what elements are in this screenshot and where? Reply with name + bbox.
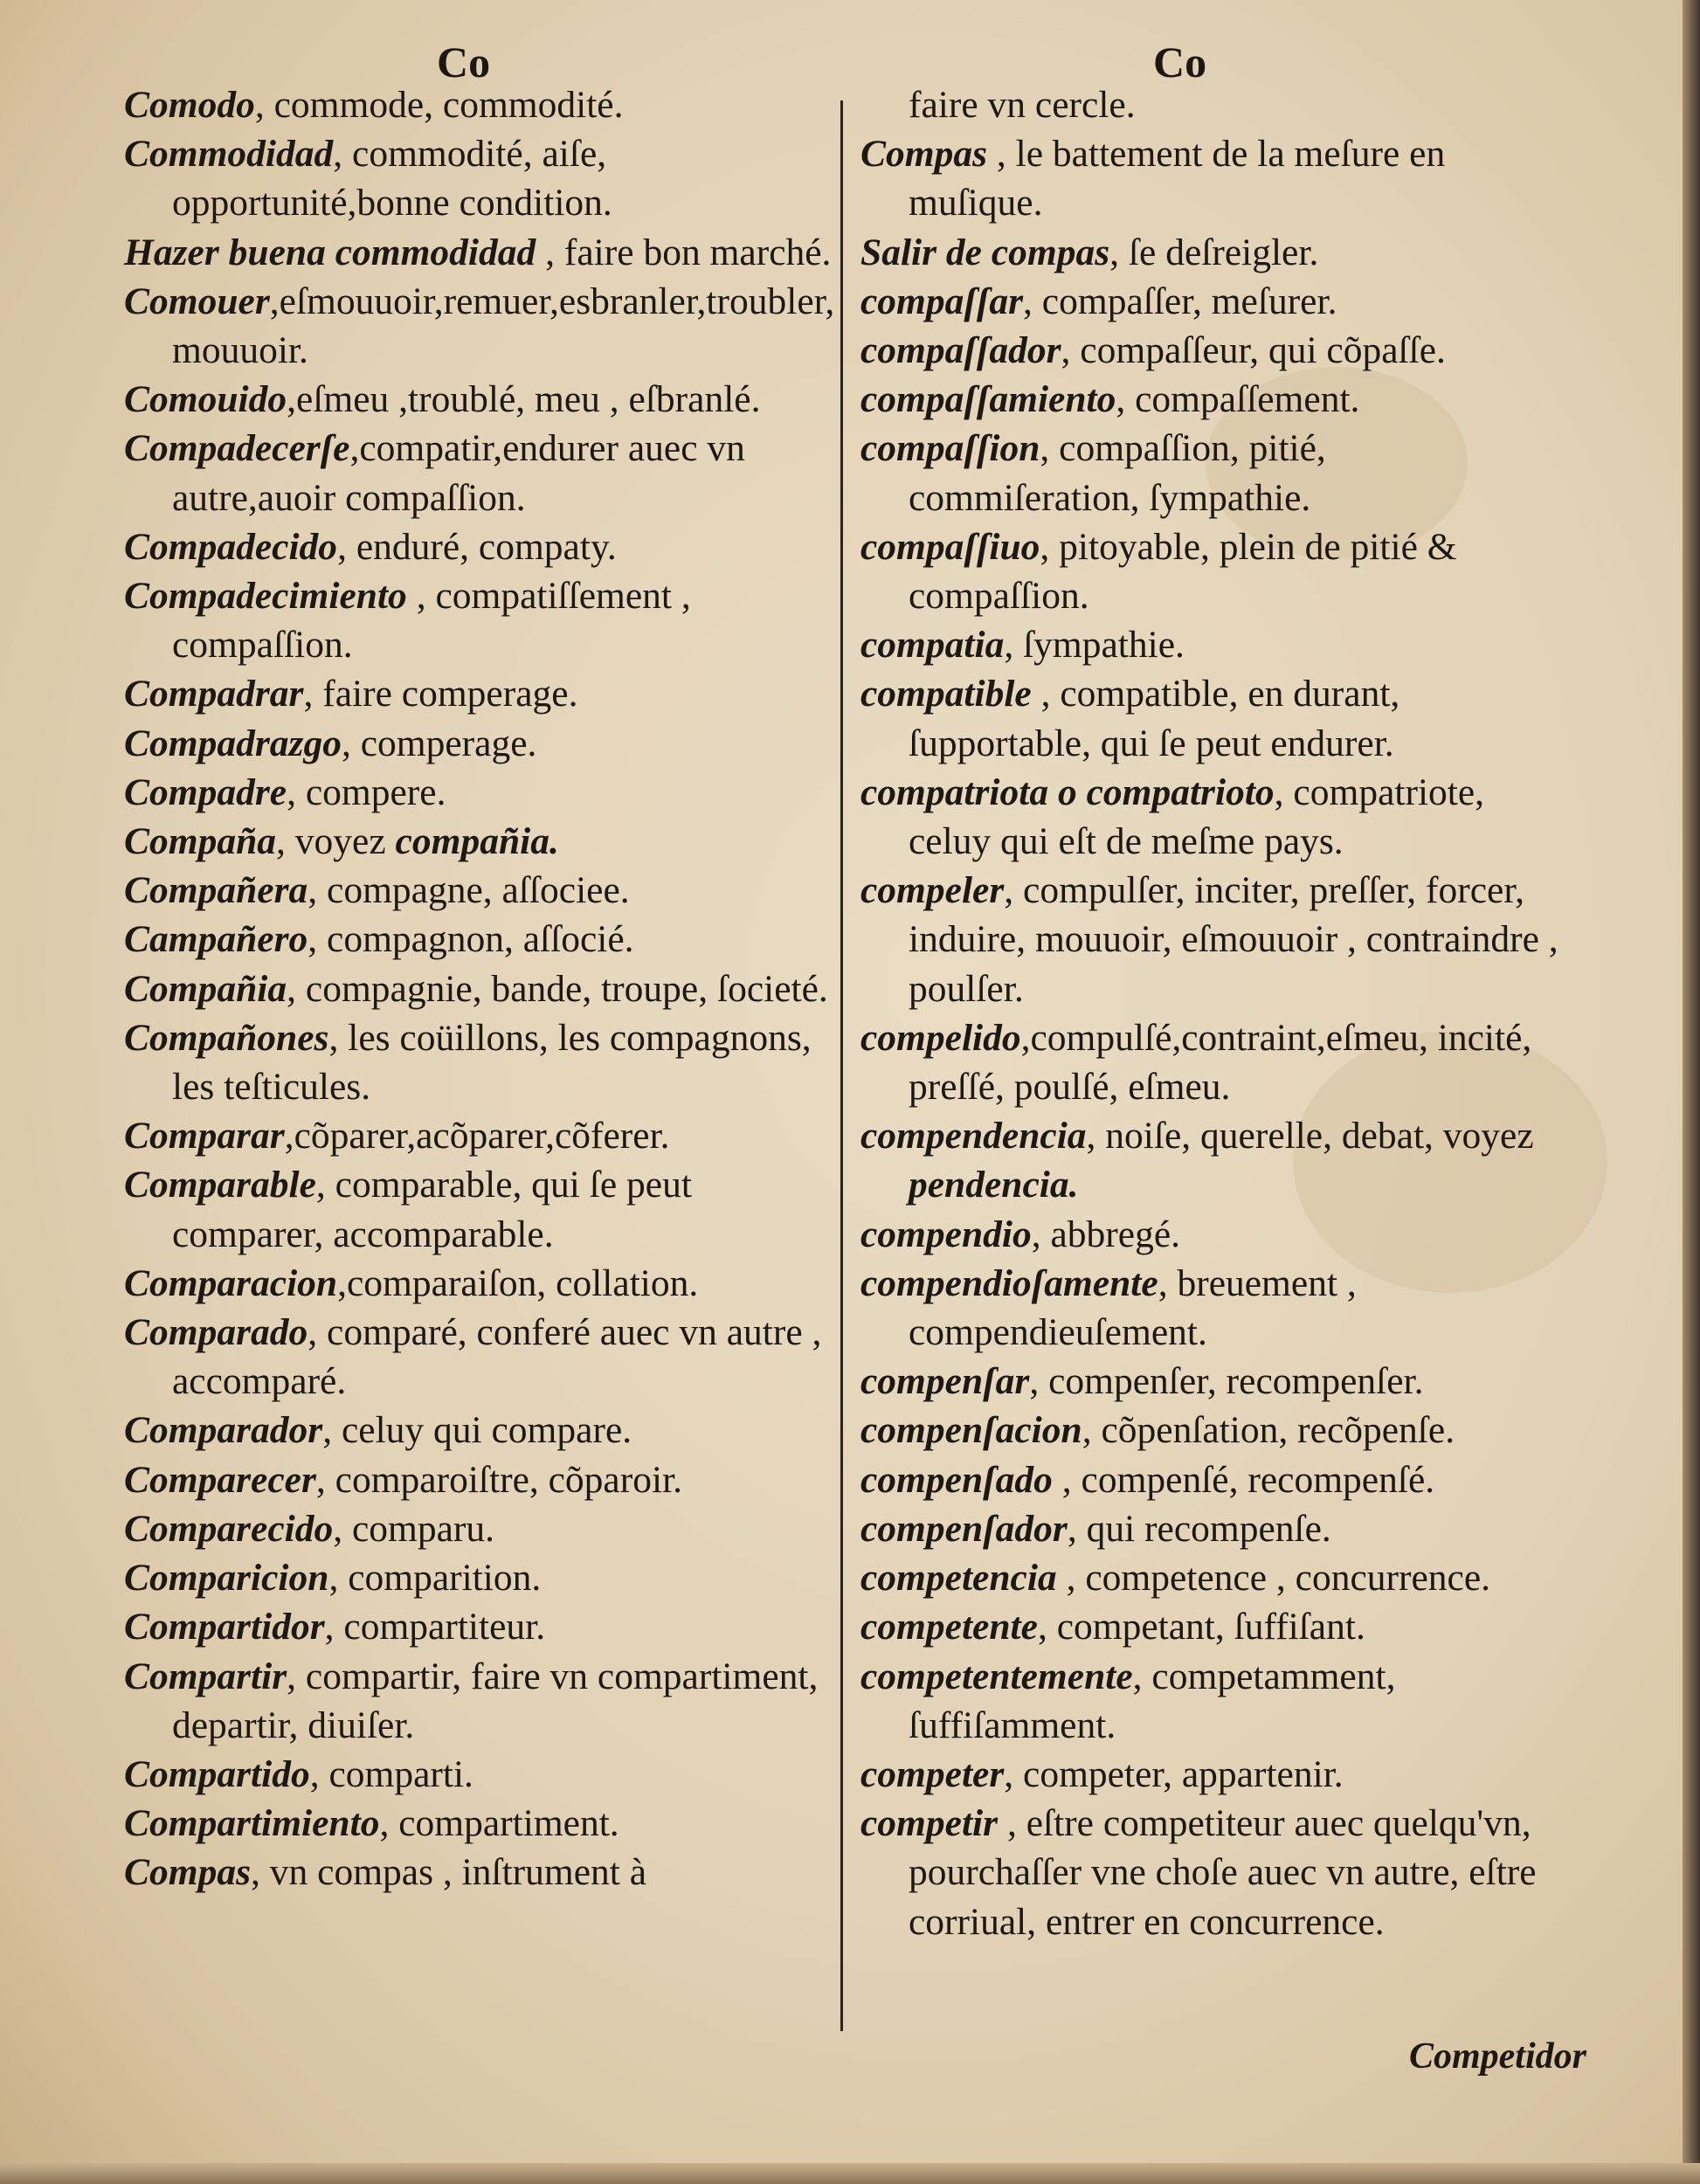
headword: Comouer <box>124 280 270 322</box>
headword: Compas <box>124 1851 252 1894</box>
definition: , faire comperage. <box>303 673 578 715</box>
headword: competentemente <box>860 1655 1133 1697</box>
definition: , cõpenſation, recõpenſe. <box>1082 1409 1455 1452</box>
dictionary-entry <box>860 80 1559 129</box>
definition: , compagne, aſſociee. <box>308 869 630 912</box>
dictionary-entry <box>860 1602 1559 1651</box>
definition: , comparu. <box>333 1507 495 1550</box>
headword: Compaña <box>124 820 277 863</box>
definition: , comparable, qui ſe peut comparer, accomparable. <box>172 1164 701 1255</box>
dictionary-entry <box>860 277 1559 326</box>
definition: faire vn cercle. <box>909 84 1136 126</box>
headword: compaſſamiento <box>860 378 1116 421</box>
headword: compenſador <box>860 1507 1068 1550</box>
dictionary-entry <box>124 669 840 718</box>
headword: Compañera <box>124 869 308 912</box>
running-header-left: Co <box>437 38 491 86</box>
dictionary-entry <box>860 1406 1559 1455</box>
definition: ,compatir,endurer auec vn autre,auoir compaſſion. <box>172 427 755 519</box>
headword: Comparecido <box>124 1507 334 1550</box>
definition: , comparition. <box>328 1557 542 1600</box>
dictionary-entry <box>124 522 840 571</box>
dictionary-entry <box>860 424 1559 522</box>
definition: , compaſſeur, qui cõpaſſe. <box>1061 329 1446 372</box>
headword: Campañero <box>124 918 308 961</box>
headword: Commodidad <box>124 133 334 176</box>
definition: , voyez <box>276 820 396 863</box>
headword: compaſſiuo <box>860 525 1040 568</box>
dictionary-entry <box>124 1750 840 1799</box>
dictionary-entry <box>860 1210 1559 1259</box>
headword: competer <box>860 1752 1005 1795</box>
definition: ,cõparer,acõparer,cõferer. <box>284 1115 670 1158</box>
headword: Comparable <box>124 1164 316 1206</box>
dictionary-entry <box>124 571 840 669</box>
definition: , compartir, faire vn compartiment, departir, diuiſer. <box>172 1655 828 1746</box>
headword: Comparecer <box>124 1458 316 1501</box>
headword: Comparador <box>124 1409 323 1452</box>
definition: , compaſſer, meſurer. <box>1023 280 1337 322</box>
definition: , ſe deſreigler. <box>1109 231 1319 273</box>
headword: compeler <box>860 869 1005 912</box>
definition: , ſympathie. <box>1004 624 1185 667</box>
dictionary-entry <box>124 964 840 1013</box>
definition: , comparoiſtre, cõparoir. <box>315 1458 683 1501</box>
definition: , breuement , compendieuſement. <box>909 1261 1366 1354</box>
definition: , pitoyable, plein de pitié & compaſſion. <box>909 525 1467 618</box>
headword: competente <box>860 1606 1038 1648</box>
definition: , vn compas , inſtrument à <box>251 1851 647 1894</box>
definition: , abbregé. <box>1031 1213 1181 1255</box>
headword: Compañia <box>124 967 287 1010</box>
headword: Compartir <box>124 1655 287 1697</box>
dictionary-entry <box>860 1553 1559 1602</box>
definition: , competant, ſuffiſant. <box>1037 1606 1365 1648</box>
headword: compaſſion <box>860 427 1040 470</box>
definition: , comparti. <box>309 1752 473 1795</box>
headword: Compadrar <box>124 673 304 715</box>
dictionary-entry <box>124 1553 840 1602</box>
dictionary-entry <box>860 1357 1559 1406</box>
headword: compatia <box>860 624 1005 667</box>
headword: Compartido <box>124 1752 310 1795</box>
dictionary-entry <box>124 1455 840 1504</box>
dictionary-entry <box>124 719 840 768</box>
dictionary-entry <box>860 768 1559 866</box>
dictionary-entry <box>124 866 840 915</box>
definition: , compere. <box>287 771 446 813</box>
dictionary-entry <box>860 1259 1559 1357</box>
dictionary-entry <box>124 1013 840 1111</box>
headword: competir <box>860 1802 999 1845</box>
dictionary-entry <box>124 228 840 277</box>
definition: , compartiment. <box>379 1802 619 1845</box>
dictionary-entry <box>860 1455 1559 1504</box>
headword: Comouido <box>124 378 287 421</box>
definition: , comparé, conferé auec vn autre , accomparé. <box>172 1311 832 1403</box>
headword: compatriota o compatrioto <box>860 771 1275 813</box>
headword: Compadre <box>124 771 287 813</box>
headword: compenſado <box>860 1458 1053 1501</box>
headword: Comparicion <box>124 1557 329 1600</box>
dictionary-entry <box>124 1602 840 1651</box>
definition: , compartiteur. <box>324 1606 546 1648</box>
page-edge <box>1683 0 1700 2184</box>
headword: compaſſar <box>860 280 1024 322</box>
definition: , compulſer, inciter, preſſer, forcer, induire, mouuoir, eſmouuoir , contraindre , poulſer. <box>909 869 1568 1010</box>
headword: Compartimiento <box>124 1802 380 1845</box>
dictionary-entry <box>124 1504 840 1553</box>
definition: ,eſmouuoir,remuer,esbranler,troubler, mouuoir. <box>172 280 845 372</box>
cross-reference: compañia. <box>395 820 559 863</box>
dictionary-entry <box>124 1799 840 1848</box>
definition: , compaſſion, pitié, commiſeration, ſympathie. <box>909 427 1336 519</box>
headword: Compadrazgo <box>124 722 342 764</box>
dictionary-entry <box>124 375 840 424</box>
dictionary-entry <box>124 1652 840 1750</box>
definition: ,comparaiſon, collation. <box>337 1261 699 1304</box>
cross-reference: pendencia. <box>909 1164 1079 1206</box>
dictionary-entry <box>124 1259 840 1308</box>
definition: , competer, appartenir. <box>1004 1752 1344 1795</box>
dictionary-entry <box>124 1160 840 1258</box>
headword: compelido <box>860 1016 1021 1059</box>
dictionary-entry <box>124 768 840 817</box>
dictionary-entry <box>860 1013 1559 1111</box>
headword: Hazer buena commodidad <box>124 231 536 273</box>
dictionary-entry <box>124 817 840 866</box>
dictionary-entry <box>124 277 845 375</box>
definition: , competamment, ſuffiſamment. <box>909 1655 1406 1746</box>
dictionary-entry <box>860 522 1559 620</box>
dictionary-entry <box>860 129 1559 227</box>
definition: , compenſé, recompenſé. <box>1052 1458 1435 1501</box>
definition: ,eſmeu ,troublé, meu , eſbranlé. <box>287 378 761 421</box>
definition: , compenſer, recompenſer. <box>1029 1360 1424 1403</box>
headword: Comparar <box>124 1115 285 1158</box>
dictionary-entry <box>124 424 840 522</box>
headword: compendencia <box>860 1115 1087 1158</box>
dictionary-entry <box>860 1799 1559 1946</box>
dictionary-entry <box>860 1750 1559 1799</box>
left-column <box>124 80 845 1897</box>
dictionary-entry <box>860 1652 1559 1750</box>
definition: , faire bon marché. <box>536 231 832 273</box>
definition: , compatible, en durant, ſupportable, qui ſe peut endurer. <box>909 673 1410 764</box>
dictionary-entry <box>860 1504 1559 1553</box>
headword: Comparacion <box>124 1261 338 1304</box>
headword: compendioſamente <box>860 1261 1158 1304</box>
definition: , le battement de la meſure en muſique. <box>909 133 1455 225</box>
definition: , competence , concurrence. <box>1056 1557 1491 1600</box>
headword: Compadecerſe <box>124 427 350 470</box>
dictionary-entry <box>124 1111 840 1160</box>
dictionary-entry <box>124 129 840 227</box>
dictionary-entry <box>860 326 1559 375</box>
dictionary-entry <box>860 228 1559 277</box>
definition: , compatiſſement , compaſſion. <box>172 575 701 667</box>
headword: Salir de compas <box>860 231 1110 273</box>
dictionary-entry <box>124 915 840 964</box>
headword: Compadecido <box>124 525 338 568</box>
dictionary-entry <box>860 866 1568 1013</box>
definition: , enduré, compaty. <box>337 525 617 568</box>
right-column <box>860 80 1568 1946</box>
headword: Comodo <box>124 84 255 126</box>
definition: , commodité, aiſe, opportunité,bonne condition. <box>172 133 617 225</box>
dictionary-entry <box>860 1111 1559 1209</box>
headword: Compartidor <box>124 1606 325 1648</box>
definition: , celuy qui compare. <box>322 1409 632 1452</box>
page-edge-bottom <box>0 2163 1700 2184</box>
headword: compatible <box>860 673 1032 715</box>
headword: compenſacion <box>860 1409 1082 1452</box>
definition: , compagnon, aſſocié. <box>308 918 634 961</box>
definition: , eſtre competiteur auec quelqu'vn, pourchaſſer vne choſe auec vn autre, eſtre corriual, entrer en concurrence. <box>909 1802 1546 1943</box>
headword: Compas <box>860 133 988 176</box>
headword: Comparado <box>124 1311 308 1354</box>
definition: , commode, commodité. <box>254 84 624 126</box>
headword: Compañones <box>124 1016 329 1059</box>
column-divider <box>840 100 843 2031</box>
definition: , qui recompenſe. <box>1067 1507 1331 1550</box>
definition: , noiſe, querelle, debat, voyez <box>1086 1115 1544 1158</box>
running-header-right: Co <box>1153 38 1207 86</box>
dictionary-entry <box>860 669 1559 767</box>
headword: compenſar <box>860 1360 1030 1403</box>
definition: , compaſſement. <box>1116 378 1360 421</box>
definition: , compatriote, celuy qui eſt de meſme pays. <box>909 771 1494 863</box>
dictionary-entry <box>124 1848 840 1897</box>
dictionary-entry <box>124 1406 840 1455</box>
definition: ,compulſé,contraint,eſmeu, incité, preſſé, poulſé, eſmeu. <box>909 1016 1542 1109</box>
headword: compaſſador <box>860 329 1061 372</box>
definition: , les coüillons, les compagnons, les teſticules. <box>172 1016 821 1109</box>
definition: , compagnie, bande, troupe, ſocieté. <box>287 967 828 1010</box>
dictionary-entry <box>860 620 1559 669</box>
dictionary-entry <box>124 1308 840 1406</box>
catchword: Competidor <box>1408 2036 1586 2077</box>
headword: compendio <box>860 1213 1032 1255</box>
headword: competencia <box>860 1557 1057 1600</box>
definition: , comperage. <box>341 722 537 764</box>
dictionary-entry <box>860 375 1559 424</box>
dictionary-entry <box>124 80 840 129</box>
headword: Compadecimiento <box>124 575 407 618</box>
